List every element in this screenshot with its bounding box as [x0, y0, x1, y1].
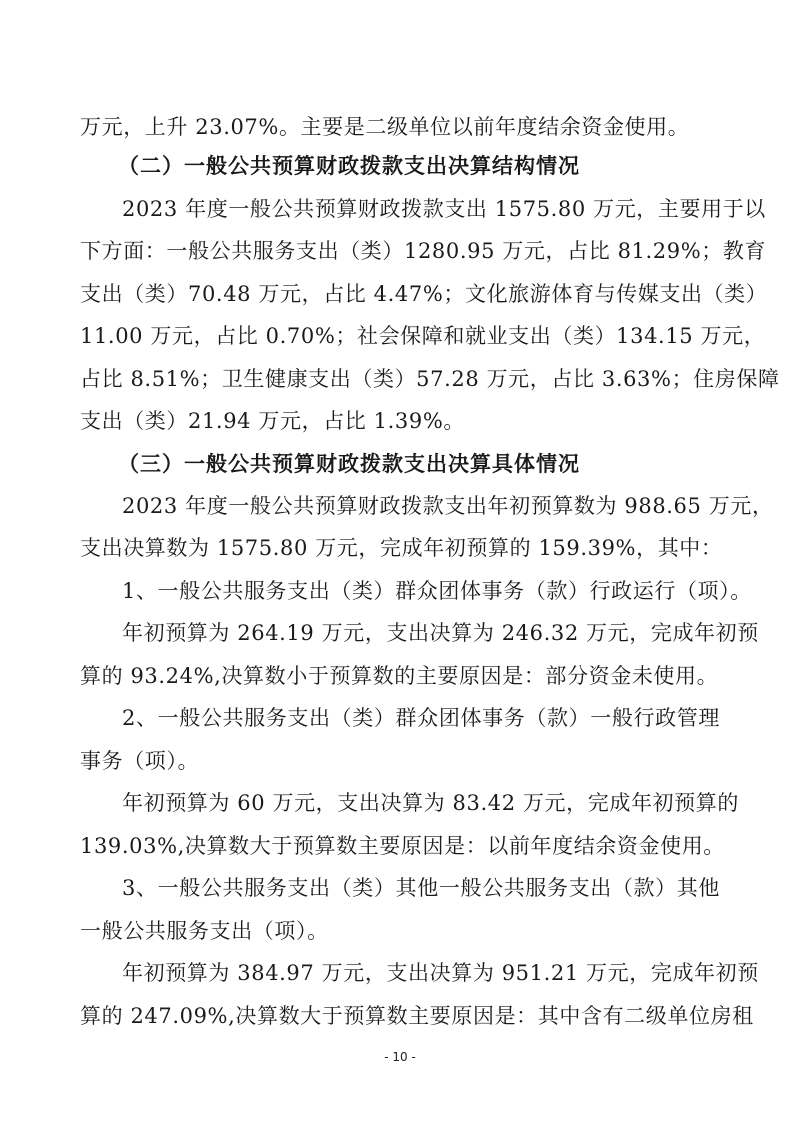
paragraph-line: 下方面：一般公共服务支出（类）1280.95 万元，占比 81.29%；教育	[80, 239, 767, 263]
list-item-1-title: 1、一般公共服务支出（类）群众团体事务（款）行政运行（项）。	[122, 579, 752, 603]
paragraph-line: 年初预算为 60 万元，支出决算为 83.42 万元，完成年初预算的	[122, 791, 739, 815]
paragraph-line: 一般公共服务支出（项）。	[80, 919, 329, 943]
list-item-2-title: 2、一般公共服务支出（类）群众团体事务（款）一般行政管理	[122, 706, 720, 730]
page-number: - 10 -	[384, 1050, 416, 1064]
list-item-3-title: 3、一般公共服务支出（类）其他一般公共服务支出（款）其他	[122, 876, 720, 900]
paragraph-line: 算的 247.09%,决算数大于预算数主要原因是：其中含有二级单位房租	[80, 1004, 754, 1028]
paragraph-line: 支出（类）21.94 万元，占比 1.39%。	[80, 409, 465, 433]
paragraph-line: 占比 8.51%；卫生健康支出（类）57.28 万元，占比 3.63%；住房保障	[80, 367, 780, 391]
paragraph-line: 年初预算为 264.19 万元，支出决算为 246.32 万元，完成年初预	[122, 621, 759, 645]
paragraph-line: 年初预算为 384.97 万元，支出决算为 951.21 万元，完成年初预	[122, 961, 759, 985]
paragraph-line: 2023 年度一般公共预算财政拨款支出年初预算数为 988.65 万元，	[122, 494, 774, 518]
paragraph-line: 支出（类）70.48 万元，占比 4.47%；文化旅游体育与传媒支出（类）	[80, 282, 768, 306]
paragraph-line: 万元，上升 23.07%。主要是二级单位以前年度结余资金使用。	[80, 115, 690, 139]
paragraph-line: 算的 93.24%,决算数小于预算数的主要原因是：部分资金未使用。	[80, 664, 719, 688]
paragraph-line: 事务（项）。	[80, 749, 200, 773]
section-heading-detail: （三）一般公共预算财政拨款支出决算具体情况	[118, 452, 580, 476]
paragraph-line: 139.03%,决算数大于预算数主要原因是：以前年度结余资金使用。	[80, 834, 725, 858]
paragraph-line: 11.00 万元，占比 0.70%；社会保障和就业支出（类）134.15 万元，	[80, 324, 766, 348]
paragraph-line: 2023 年度一般公共预算财政拨款支出 1575.80 万元，主要用于以	[122, 197, 766, 221]
paragraph-line: 支出决算数为 1575.80 万元，完成年初预算的 159.39%，其中：	[80, 536, 723, 560]
section-heading-structure: （二）一般公共预算财政拨款支出决算结构情况	[118, 154, 580, 178]
